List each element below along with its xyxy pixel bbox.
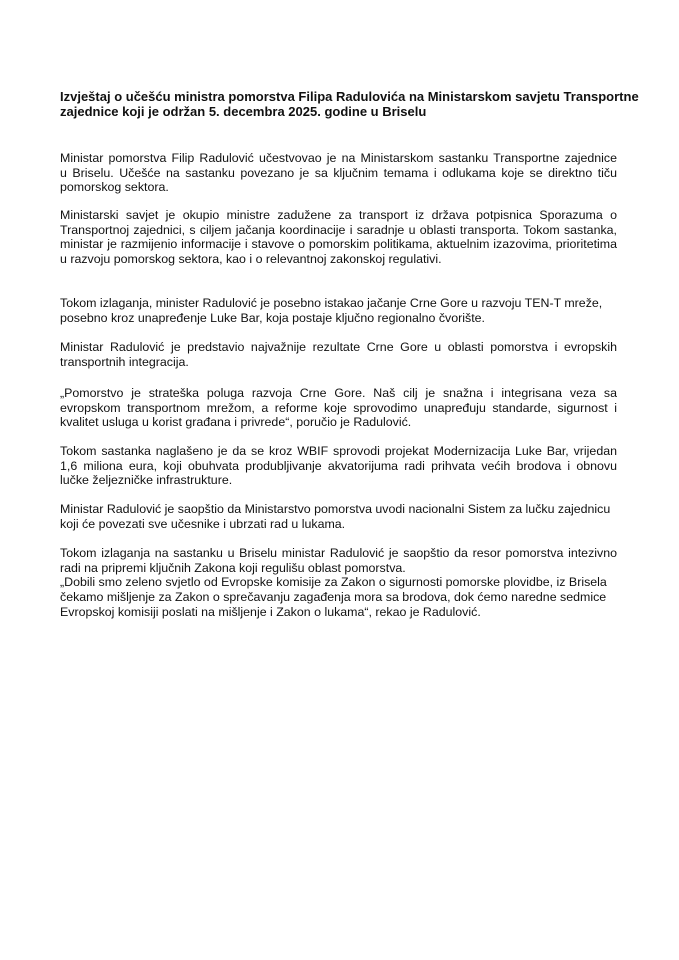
paragraph [60, 208, 617, 267]
title-line: zajednice koji je održan 5. decembra 2025. godine u Briselu [60, 103, 427, 119]
paragraph-line: Tokom sastanka naglašeno je da se kroz WBIF sprovodi projekat Modernizacija Luke Bar, vrijedan [60, 444, 617, 458]
paragraph-line: Ministar Radulović je saopštio da Ministarstvo pomorstva uvodi nacionalni Sistem za lučku zajednicu [60, 502, 611, 516]
paragraph-line: Ministarski savjet je okupio ministre zadužene za transport iz država potpisnica Sporazuma o [60, 208, 617, 222]
paragraph-line: lučke željezničke infrastrukture. [60, 473, 233, 488]
paragraph [60, 340, 617, 369]
paragraph-line: u Briselu. Učešće na sastanku povezano je sa ključnim temama i odlukama koje se direktno tiču [60, 165, 617, 180]
paragraph-line: „Dobili smo zeleno svjetlo od Evropske komisije za Zakon o sigurnosti pomorske plovidbe, iz Brisela [60, 575, 607, 590]
paragraph-line: Tokom izlaganja, minister Radulović je posebno istakao jačanje Crne Gore u razvoju TEN-T mreže, [60, 296, 603, 310]
title-line: Izvještaj o učešću ministra pomorstva Filipa Radulovića na Ministarskom savjetu Transportne [60, 89, 639, 104]
paragraph-line: 1,6 miliona eura, koji obuhvata produbljivanje akvatorijuma radi prihvata većih brodova i obnovu [60, 458, 617, 473]
paragraph-line: posebno kroz unapređenje Luke Bar, koja postaje ključno regionalno čvorište. [60, 310, 485, 325]
paragraph [60, 444, 617, 488]
paragraph-line: koji će povezati sve učesnike i ubrzati rad u lukama. [60, 516, 346, 531]
paragraph-line: čekamo mišljenje za Zakon o sprečavanju zagađenja mora sa brodova, dok ćemo naredne sedmice [60, 590, 607, 605]
paragraph-line: „Pomorstvo je strateška poluga razvoja Crne Gore. Naš cilj je snažna i integrisana veza sa [60, 386, 617, 400]
paragraph [60, 546, 617, 619]
paragraph-line: transportnih integracija. [60, 354, 189, 369]
paragraph-line: ministar je razmijenio informacije i stavove o pomorskim politikama, aktuelnim izazovima, prioritetima [60, 237, 617, 252]
paragraph-line: Ministar Radulović je predstavio najvažnije rezultate Crne Gore u oblasti pomorstva i evropskih [60, 340, 617, 354]
paragraph [60, 151, 617, 195]
paragraph [60, 386, 617, 430]
paragraph-line: kvalitet usluga u korist građana i privrede“, poručio je Radulović. [60, 415, 412, 430]
document-title [60, 88, 639, 119]
paragraph-line: Evropskoj komisiji poslati na mišljenje i Zakon o lukama“, rekao je Radulović. [60, 604, 481, 619]
paragraph [60, 502, 617, 531]
paragraph-line: radi na pripremi ključnih Zakona koji regulišu oblast pomorstva. [60, 560, 406, 575]
paragraph-line: Ministar pomorstva Filip Radulović učestvovao je na Ministarskom sastanku Transportne zajednice [60, 151, 617, 165]
paragraph-line: u razvoju pomorskog sektora, kao i o relevantnoj zakonskoj regulativi. [60, 252, 442, 267]
paragraph [60, 296, 617, 325]
paragraph-line: pomorskog sektora. [60, 180, 169, 195]
paragraph-line: evropskom transportnom mrežom, a reforme koje sprovodimo unapređuju standarde, sigurnost i [60, 400, 617, 415]
paragraph-line: Transportnoj zajednici, s ciljem jačanja koordinacije i saradnje u oblasti transporta. Tokom sastanka, [60, 222, 617, 237]
paragraph-line: Tokom izlaganja na sastanku u Briselu ministar Radulović je saopštio da resor pomorstva intezivno [60, 546, 617, 560]
